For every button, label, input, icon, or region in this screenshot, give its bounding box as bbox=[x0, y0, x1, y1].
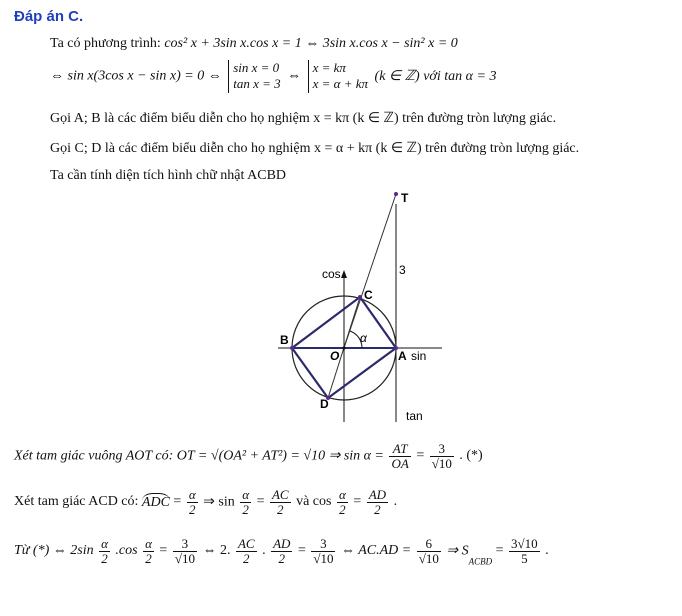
fraction-3-sqrt10c: $\frac{3}{√10}$ bbox=[313, 536, 334, 566]
fraction-alpha-2c: $\frac{\alpha}{2}$ bbox=[338, 487, 346, 517]
line-2-start: ⇔ sin x(3cos x − sin x) = 0 ⇔ bbox=[50, 68, 222, 84]
system-1-row-2: tan x = 3 bbox=[233, 76, 281, 92]
label-tan: tan bbox=[406, 409, 423, 423]
fraction-ac-2: $\frac{AC}{2}$ bbox=[271, 487, 289, 517]
system-bracket-1 bbox=[228, 60, 280, 93]
label-three: 3 bbox=[399, 263, 406, 277]
label-sin: sin bbox=[411, 349, 427, 363]
point-c bbox=[358, 295, 362, 299]
fraction-at-oa: $\frac{AT}{OA}$ bbox=[391, 441, 409, 471]
line-7: Xét tam giác ACD có: ADC = $\frac{\alpha}{2}$ ⇒ sin $\frac{\alpha}{2}$ = $\frac{AC}{2}$ và cos $\frac{\alpha}{2}$ = $\frac{AD}{2}$ . bbox=[14, 487, 398, 517]
point-b bbox=[290, 346, 294, 350]
angle-adc: ADC bbox=[141, 495, 170, 511]
point-o bbox=[342, 346, 345, 349]
line-1-equation: cos² x + 3sin x.cos x = 1 ⇔ 3sin x.cos x − sin² x = 0 bbox=[164, 36, 458, 51]
fraction-alpha-2e: $\frac{\alpha}{2}$ bbox=[145, 536, 152, 566]
fraction-3sqrt10-5: $\frac{3√10}{5}$ bbox=[511, 536, 538, 566]
line-2 bbox=[50, 60, 496, 93]
line-7-start: Xét tam giác ACD có: bbox=[14, 494, 139, 510]
line-6-start: Xét tam giác vuông AOT có: OT = √(OA² + AT²) = √10 ⇒ sin α = bbox=[14, 448, 384, 464]
label-o: O bbox=[330, 349, 340, 363]
label-b: B bbox=[280, 333, 289, 347]
fraction-alpha-2d: $\frac{\alpha}{2}$ bbox=[101, 536, 108, 566]
line-6-end: . (*) bbox=[459, 448, 483, 464]
label-cos: cos bbox=[322, 267, 341, 281]
line-5: Ta cần tính diện tích hình chữ nhật ACBD bbox=[50, 168, 287, 183]
fraction-ac-2b: $\frac{AC}{2}$ bbox=[237, 536, 255, 566]
label-a: A bbox=[398, 349, 407, 363]
fraction-ad-2: $\frac{AD}{2}$ bbox=[368, 487, 387, 517]
cos-axis-arrow bbox=[341, 270, 347, 278]
system-bracket-2 bbox=[308, 60, 368, 93]
fraction-3-sqrt10: $\frac{3}{√10}$ bbox=[431, 441, 452, 471]
answer-title: Đáp án C. bbox=[14, 8, 84, 25]
line-1 bbox=[50, 36, 458, 52]
fraction-6-sqrt10: $\frac{6}{√10}$ bbox=[418, 536, 439, 566]
trig-circle-figure bbox=[270, 186, 450, 430]
label-d: D bbox=[320, 397, 329, 411]
system-1-row-1: sin x = 0 bbox=[233, 60, 280, 75]
subscript-acbd: ACBD bbox=[468, 556, 493, 567]
line-2-equiv: ⇔ bbox=[287, 68, 302, 84]
point-t bbox=[394, 192, 398, 196]
line-1-lead: Ta có phương trình: bbox=[50, 36, 161, 51]
line-ot bbox=[344, 194, 396, 348]
label-t: T bbox=[401, 191, 409, 205]
line-3: Gọi A; B là các điểm biểu diễn cho họ nghiệm x = kπ (k ∈ ℤ) trên đường tròn lượng giác. bbox=[50, 111, 557, 126]
line-8: Từ (*) ⇔ 2sin $\frac{\alpha}{2}$ .cos $\frac{\alpha}{2}$ = $\frac{3}{√10}$ ⇔ 2. $\frac{AC}{2}$ . $\frac{AD}{2}$ = $\frac{3}{√10}$ ⇔ AC.AD = $\frac{6}{√10}$ ⇒ $S_{ACBD}$ = $\frac{3√10}{5}$ . bbox=[14, 536, 549, 567]
line-8-start: Từ (*) ⇔ 2sin bbox=[14, 543, 94, 559]
fraction-alpha-2: $\frac{\alpha}{2}$ bbox=[188, 487, 196, 517]
line-6: Xét tam giác vuông AOT có: OT = √(OA² + AT²) = √10 ⇒ sin α = $\frac{AT}{OA}$ = $\frac{3}{√10}$ . (*) bbox=[14, 441, 483, 471]
fraction-3-sqrt10b: $\frac{3}{√10}$ bbox=[174, 536, 195, 566]
system-2-row-2: x = α + kπ bbox=[312, 76, 369, 92]
label-c: C bbox=[364, 288, 373, 302]
fraction-ad-2b: $\frac{AD}{2}$ bbox=[273, 536, 291, 566]
system-2-row-1: x = kπ bbox=[312, 60, 346, 75]
label-alpha: α bbox=[360, 331, 367, 345]
line-2-end: (k ∈ ℤ) với tan α = 3 bbox=[374, 68, 497, 84]
fraction-alpha-2b: $\frac{\alpha}{2}$ bbox=[242, 487, 250, 517]
line-4: Gọi C; D là các điểm biểu diễn cho họ nghiệm x = α + kπ (k ∈ ℤ) trên đường tròn lượng giác. bbox=[50, 141, 580, 156]
